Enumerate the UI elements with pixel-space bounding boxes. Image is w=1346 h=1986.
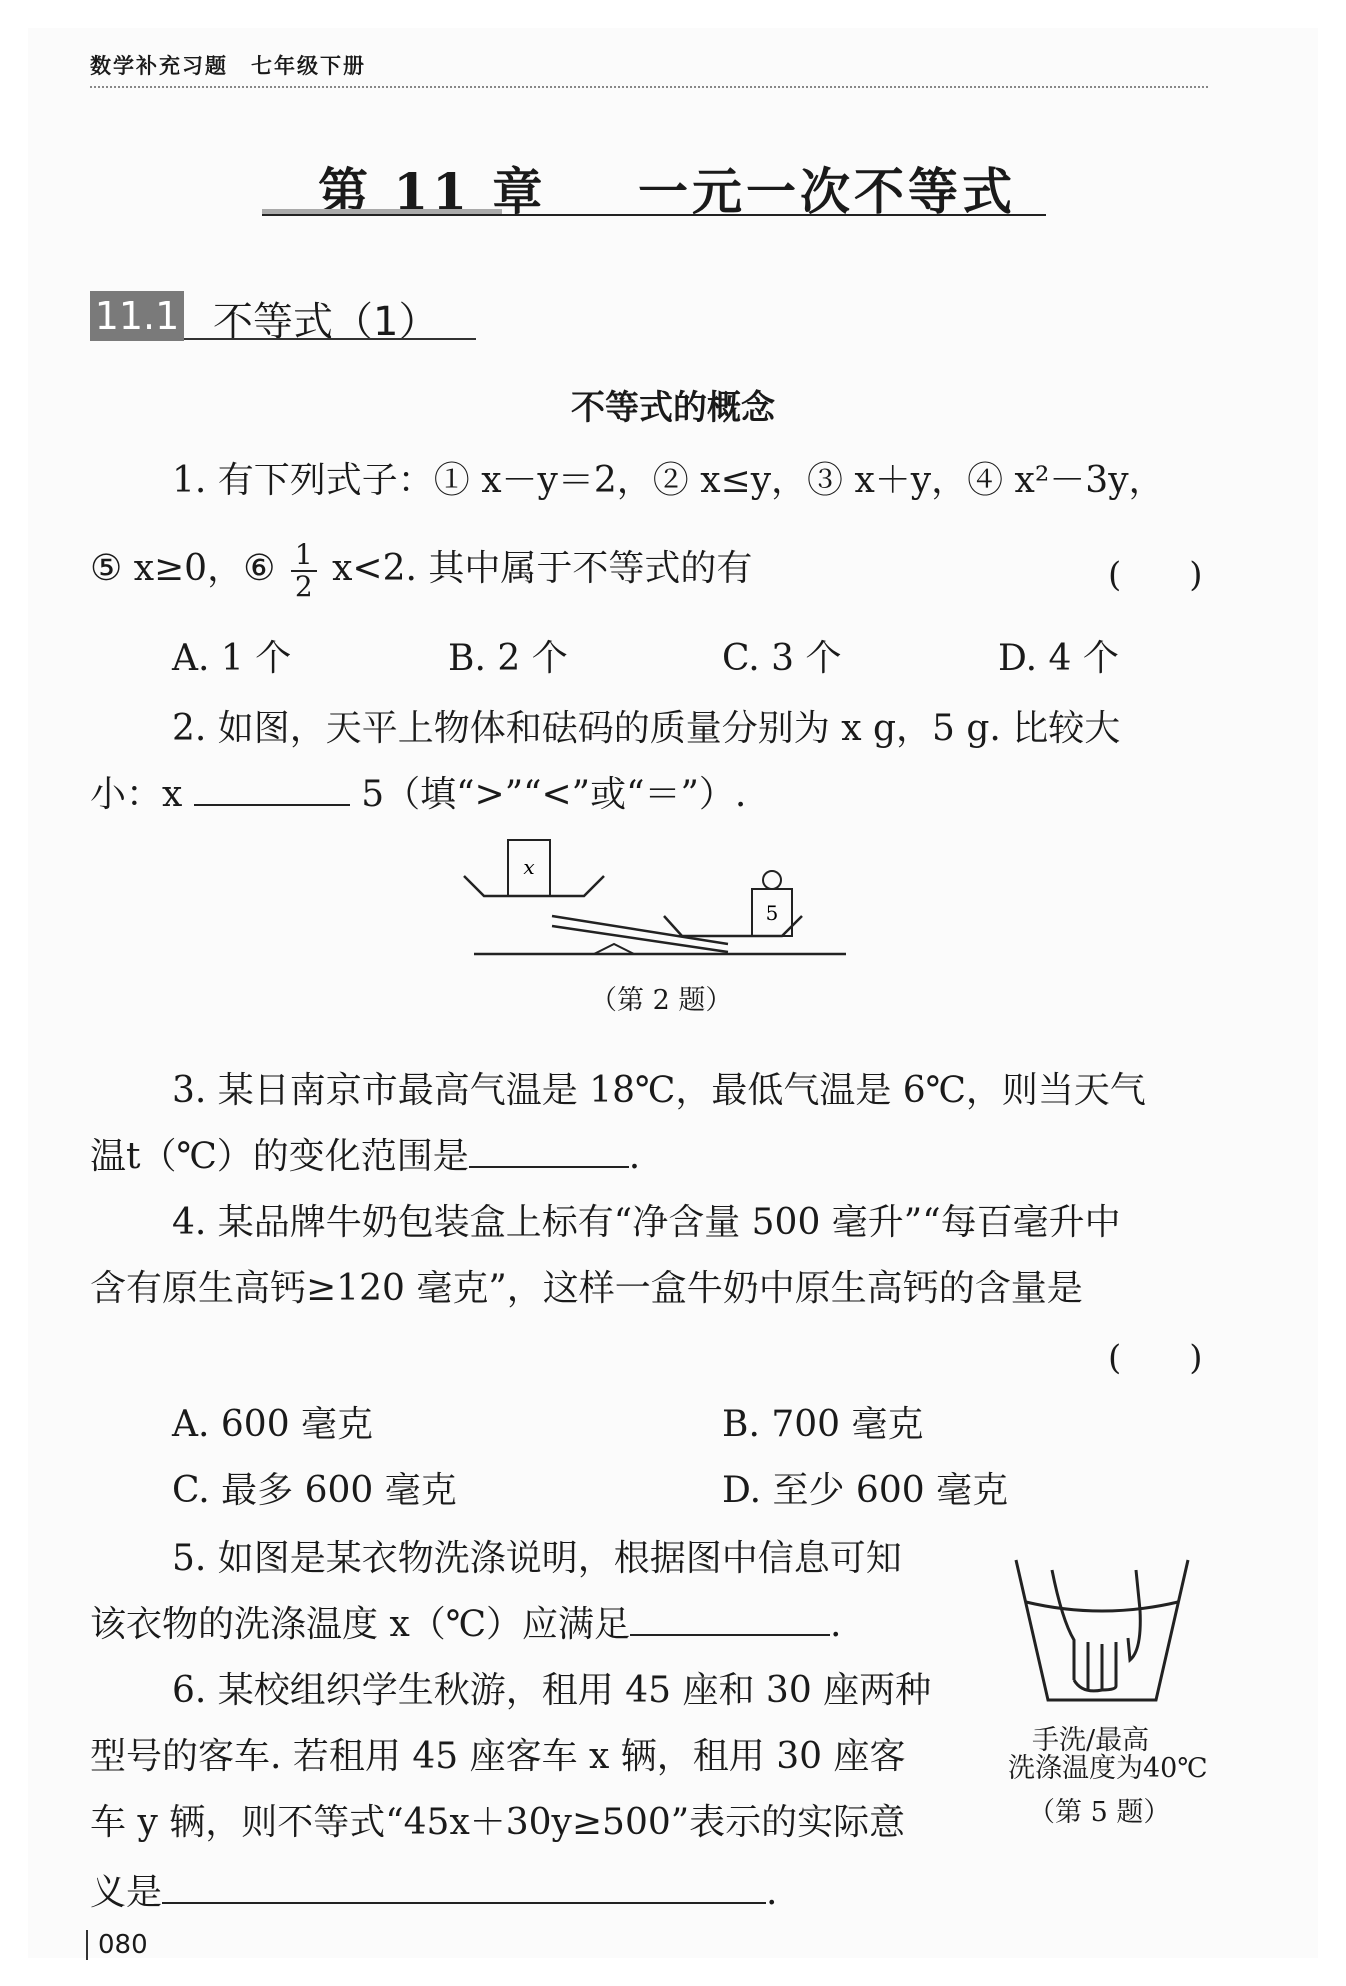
q1-option-d: D. 4 个 [998, 638, 1119, 679]
q6-end: . [766, 1872, 778, 1913]
q2-line2-a: 小：x [90, 774, 183, 815]
q1-line2 [90, 540, 752, 602]
q4-line1: 4. 某品牌牛奶包装盒上标有“净含量 500 毫升”“每百毫升中 [172, 1202, 1121, 1243]
q3-answer-blank[interactable] [469, 1136, 629, 1168]
q6-line4-text: 义是 [90, 1872, 163, 1913]
chapter-number: 第 11 章 [318, 162, 547, 221]
q2-line1: 2. 如图，天平上物体和砝码的质量分别为 x g，5 g. 比较大 [172, 708, 1121, 749]
section-number: 11.1 [90, 291, 184, 341]
q5-end: . [830, 1604, 842, 1645]
right-pan [664, 916, 802, 936]
object-x-label: x [523, 855, 535, 879]
balance-figure [460, 836, 860, 966]
q6-line3: 车 y 辆，则不等式“45x＋30y≥500”表示的实际意 [90, 1802, 906, 1843]
header-rule [90, 86, 1208, 88]
q4-line2: 含有原生高钙≥120 毫克”，这样一盒牛奶中原生高钙的含量是 [90, 1268, 1083, 1309]
q1-option-a: A. 1 个 [172, 638, 292, 679]
q2-caption: （第 2 题） [590, 985, 733, 1016]
q3-line2 [90, 1128, 640, 1179]
subheading: 不等式的概念 [571, 388, 775, 428]
q2-line2 [90, 766, 746, 817]
q5-fig-text1: 手洗/最高 [1032, 1725, 1150, 1756]
q5-line1: 5. 如图是某衣物洗涤说明，根据图中信息可知 [172, 1538, 902, 1579]
water-line [1026, 1602, 1178, 1611]
q1-option-b: B. 2 个 [448, 638, 568, 679]
section-rule [184, 338, 476, 340]
fulcrum [594, 944, 634, 954]
hand-palm [1074, 1680, 1116, 1691]
q2-line2-b: 5（填“>”“<”或“＝”）. [361, 774, 747, 815]
weight-knob [763, 871, 781, 889]
q6-line4 [90, 1864, 777, 1915]
q4-option-b: B. 700 毫克 [722, 1404, 924, 1445]
q5-fig-text2: 洗涤温度为40℃ [1008, 1753, 1208, 1784]
hand-wash-icon [1012, 1540, 1192, 1710]
chapter-title: 一元一次不等式 [638, 162, 1016, 221]
page-number: 080 [86, 1930, 148, 1960]
q3-line1: 3. 某日南京市最高气温是 18℃，最低气温是 6℃，则当天气 [172, 1070, 1146, 1111]
fraction-half [291, 540, 317, 602]
q4-option-c: C. 最多 600 毫克 [172, 1470, 457, 1511]
q1-line1: 1. 有下列式子：① x－y＝2，② x≤y，③ x＋y，④ x²－3y， [172, 460, 1165, 501]
weight-5-label: 5 [765, 901, 779, 925]
q3-line2-text: 温t（℃）的变化范围是 [90, 1136, 469, 1177]
q5-answer-blank[interactable] [630, 1604, 830, 1636]
q1-answer-paren: ( ) [1108, 555, 1203, 595]
fraction-numerator: 1 [291, 540, 317, 572]
q6-answer-blank[interactable] [162, 1872, 766, 1904]
q6-line1: 6. 某校组织学生秋游，租用 45 座和 30 座两种 [172, 1670, 932, 1711]
q6-line2: 型号的客车. 若租用 45 座客车 x 辆，租用 30 座客 [90, 1736, 906, 1777]
section-title: 不等式（1） [213, 299, 439, 345]
q1-line2-b: x<2. 其中属于不等式的有 [332, 548, 753, 589]
q5-caption: （第 5 题） [1028, 1797, 1171, 1828]
hand-shape [1052, 1570, 1140, 1690]
q1-line2-a: ⑤ x≥0，⑥ [90, 548, 276, 589]
q2-answer-blank[interactable] [194, 774, 350, 806]
fraction-denominator: 2 [294, 570, 313, 603]
q1-option-c: C. 3 个 [722, 638, 842, 679]
q4-option-d: D. 至少 600 毫克 [722, 1470, 1009, 1511]
q3-end: . [628, 1136, 641, 1177]
q5-line2 [90, 1596, 841, 1647]
chapter-rule [262, 214, 1046, 216]
q4-option-a: A. 600 毫克 [172, 1404, 374, 1445]
q5-line2-text: 该衣物的洗涤温度 x（℃）应满足 [90, 1604, 631, 1645]
left-pan [464, 876, 604, 896]
running-header: 数学补充习题 七年级下册 [90, 54, 366, 78]
q4-answer-paren: ( ) [1108, 1338, 1203, 1378]
